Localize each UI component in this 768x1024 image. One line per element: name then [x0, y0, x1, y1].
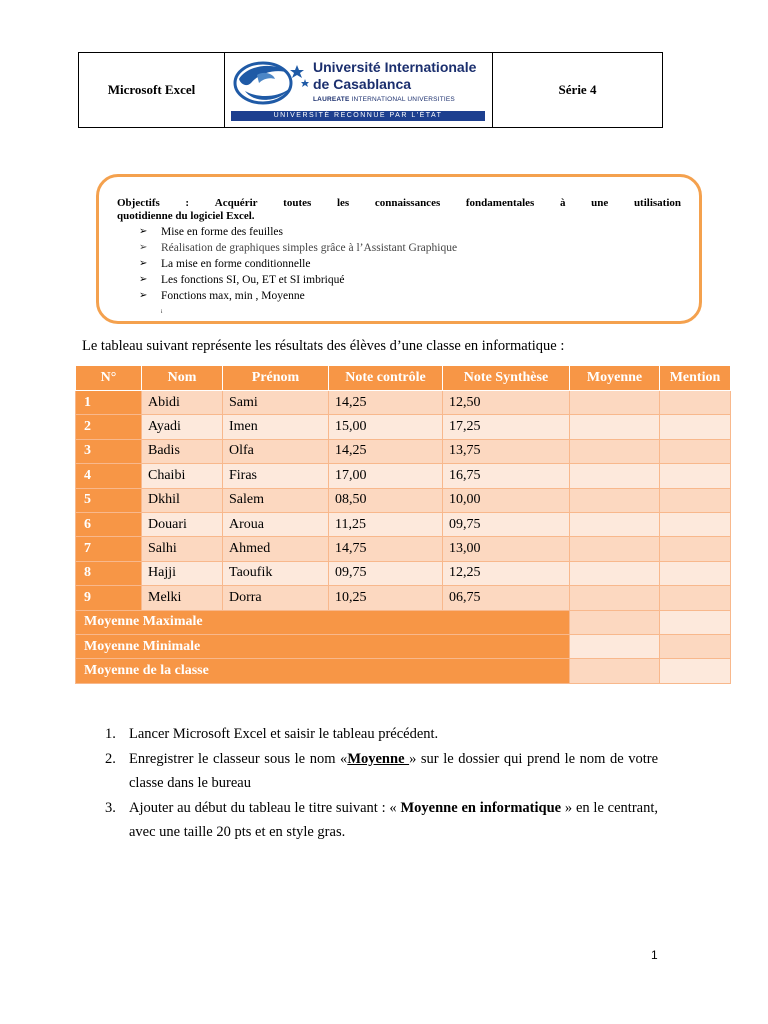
moyenne-cell — [570, 537, 660, 561]
mention-cell — [660, 586, 731, 610]
list-item: ➢ Mise en forme des feuilles — [139, 226, 283, 238]
arrow-bullet-icon: ➢ — [139, 274, 148, 285]
list-item — [139, 304, 681, 314]
mention-cell — [660, 464, 731, 488]
document-header — [78, 52, 663, 128]
moyenne-cell — [570, 391, 660, 415]
intro-text: Le tableau suivant représente les résultats des élèves d’une classe en informatique : — [82, 338, 565, 354]
title-highlight: Moyenne en informatique — [400, 799, 562, 816]
table-row: 9 Melki Dorra 10,25 06,75 — [76, 586, 731, 610]
instruction-item: 2. Enregistrer le classeur sous le nom «Moyenne » sur le dossier qui prend le nom de votre classe dans le bureau — [105, 750, 659, 791]
moyenne-cell — [570, 464, 660, 488]
header-prenom: Prénom — [223, 366, 329, 391]
header-series: Série 4 — [558, 82, 597, 97]
moyenne-cell — [570, 659, 660, 683]
moyenne-cell — [570, 586, 660, 610]
header-nom: Nom — [142, 366, 223, 391]
list-item: ➢ Les fonctions SI, Ou, ET et SI imbriqué — [139, 274, 345, 286]
mention-cell — [660, 391, 731, 415]
logo-sub-bold: LAUREATE — [313, 96, 350, 103]
mention-cell — [660, 659, 731, 683]
logo-sub-text: INTERNATIONAL UNIVERSITIES — [349, 96, 455, 103]
summary-row-max: Moyenne Maximale — [76, 610, 731, 634]
mention-cell — [660, 512, 731, 536]
moyenne-cell — [570, 488, 660, 512]
arrow-bullet-icon: ➢ — [139, 290, 148, 301]
table-row: 5 Dkhil Salem 08,50 10,00 — [76, 488, 731, 512]
trailing-mark: ᵢ — [161, 304, 163, 314]
summary-row-avg: Moyenne de la classe — [76, 659, 731, 683]
objectives-heading-line2: quotidienne du logiciel Excel. — [117, 210, 255, 222]
file-name-highlight: Moyenne — [347, 750, 410, 767]
table-row: 3 Badis Olfa 14,25 13,75 — [76, 439, 731, 463]
header-course-title: Microsoft Excel — [79, 53, 225, 127]
objectives-word: une — [591, 197, 609, 209]
objectives-heading — [117, 197, 681, 210]
moyenne-cell — [570, 415, 660, 439]
moyenne-cell — [570, 561, 660, 585]
instructions-list — [100, 722, 658, 845]
instruction-item: 1. Lancer Microsoft Excel et saisir le tableau précédent. — [105, 726, 439, 742]
university-logo — [225, 53, 493, 127]
summary-row-min: Moyenne Minimale — [76, 634, 731, 658]
objectives-list — [139, 224, 681, 314]
mention-cell — [660, 439, 731, 463]
table-header-row — [76, 366, 731, 391]
moyenne-cell — [570, 610, 660, 634]
logo-band: UNIVERSITÉ RECONNUE PAR L'ÉTAT — [231, 111, 485, 121]
table-row: 4 Chaibi Firas 17,00 16,75 — [76, 464, 731, 488]
objectives-word: connaissances — [374, 197, 441, 209]
table-row: 1 Abidi Sami 14,25 12,50 — [76, 391, 731, 415]
header-mention: Mention — [660, 366, 731, 391]
objectives-label: Objectifs : — [117, 197, 190, 209]
moyenne-cell — [570, 439, 660, 463]
table-row: 2 Ayadi Imen 15,00 17,25 — [76, 415, 731, 439]
arrow-bullet-icon: ➢ — [139, 226, 148, 237]
table-row: 7 Salhi Ahmed 14,75 13,00 — [76, 537, 731, 561]
mention-cell — [660, 610, 731, 634]
arrow-bullet-icon: ➢ — [139, 242, 148, 253]
globe-icon — [231, 57, 311, 109]
objectives-word: les — [336, 197, 350, 209]
moyenne-cell — [570, 512, 660, 536]
list-item: ➢ Réalisation de graphiques simples grâce à l’Assistant Graphique — [139, 242, 458, 254]
mention-cell — [660, 415, 731, 439]
header-note-synthese: Note Synthèse — [443, 366, 570, 391]
objectives-word: Acquérir — [214, 197, 258, 209]
list-item: ➢ La mise en forme conditionnelle — [139, 258, 311, 270]
moyenne-cell — [570, 634, 660, 658]
arrow-bullet-icon: ➢ — [139, 258, 148, 269]
objectives-word: toutes — [283, 197, 312, 209]
header-moyenne: Moyenne — [570, 366, 660, 391]
header-note-controle: Note contrôle — [329, 366, 443, 391]
mention-cell — [660, 634, 731, 658]
table-row: 8 Hajji Taoufik 09,75 12,25 — [76, 561, 731, 585]
mention-cell — [660, 561, 731, 585]
objectives-box — [96, 174, 702, 324]
list-item: ➢ Fonctions max, min , Moyenne — [139, 290, 305, 302]
mention-cell — [660, 488, 731, 512]
page-number: 1 — [651, 948, 658, 962]
objectives-word: utilisation — [633, 197, 682, 209]
mention-cell — [660, 537, 731, 561]
logo-subtitle — [313, 96, 455, 103]
objectives-word: à — [560, 197, 566, 209]
grades-table — [75, 365, 731, 684]
header-no: N° — [76, 366, 142, 391]
logo-name-line1: Université Internationale — [313, 59, 477, 75]
table-row: 6 Douari Aroua 11,25 09,75 — [76, 512, 731, 536]
instruction-item: 3. Ajouter au début du tableau le titre suivant : « Moyenne en informatique » en le centrant, avec une taille 20 pts et en style gras. — [105, 799, 658, 840]
logo-name-line2: de Casablanca — [313, 76, 412, 92]
objectives-word: fondamentales — [465, 197, 535, 209]
